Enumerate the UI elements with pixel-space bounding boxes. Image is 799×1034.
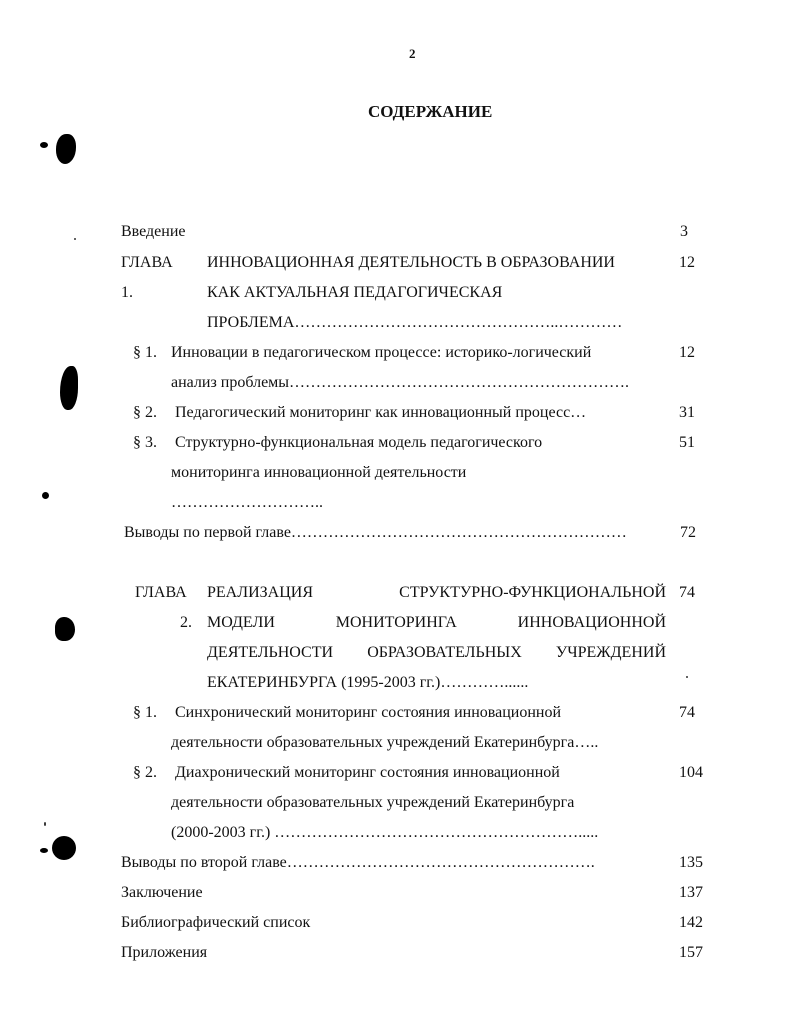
toc-intro-page: 3 [680, 223, 688, 240]
toc-word: ИННОВАЦИОННОЙ [517, 614, 666, 631]
scan-blot [52, 836, 76, 860]
toc-intro-label: Введение [121, 223, 186, 240]
toc-chapter2-label: ГЛАВА [135, 584, 187, 601]
scan-blot [55, 617, 75, 641]
toc-chapter1-title: КАК АКТУАЛЬНАЯ ПЕДАГОГИЧЕСКАЯ [207, 284, 503, 301]
toc-chapter2-title-line [207, 613, 666, 633]
toc-conclusion-page: 137 [679, 884, 703, 901]
toc-word: МОНИТОРИНГА [335, 614, 457, 631]
toc-section-title: Педагогический мониторинг как инновационный процесс… [175, 404, 587, 421]
toc-conclusions2-label: Выводы по второй главе…………………………………………………. [121, 854, 595, 871]
toc-section-title: мониторинга инновационной деятельности [171, 464, 467, 481]
scan-blot [42, 492, 49, 499]
scan-blot [40, 848, 48, 853]
scan-blot [60, 366, 78, 410]
toc-section-title: деятельности образовательных учреждений Екатеринбурга….. [171, 734, 599, 751]
page-number: 2 [409, 46, 416, 61]
toc-conclusions1-page: 72 [680, 524, 696, 541]
toc-section-title: Структурно-функциональная модель педагогического [175, 434, 543, 451]
toc-section-title: анализ проблемы………………………………………………………. [171, 374, 630, 391]
toc-section-title: (2000-2003 гг.) …………………………………………………..... [171, 824, 599, 841]
toc-chapter1-page: 12 [679, 254, 695, 271]
toc-word: ОБРАЗОВАТЕЛЬНЫХ [367, 644, 522, 661]
toc-chapter2-title: ЕКАТЕРИНБУРГА (1995-2003 гг.)…………...... [207, 674, 529, 691]
toc-bibliography-page: 142 [679, 914, 703, 931]
toc-section-number: § 2. [133, 764, 157, 781]
toc-section-title: Синхронический мониторинг состояния инновационной [175, 704, 562, 721]
toc-word: МОДЕЛИ [207, 614, 275, 631]
toc-section-page: 74 [679, 704, 695, 721]
toc-chapter1-title: ПРОБЛЕМА…………………………………………..………… [207, 314, 623, 331]
toc-section-page: 104 [679, 764, 703, 781]
toc-section-page: 51 [679, 434, 695, 451]
toc-chapter2-page: 74 [679, 584, 695, 601]
page-title: СОДЕРЖАНИЕ [368, 102, 493, 121]
toc-word: ДЕЯТЕЛЬНОСТИ [207, 644, 334, 661]
toc-chapter2-title-line [207, 643, 666, 663]
scan-blot [56, 134, 76, 164]
scan-blot [40, 142, 48, 148]
toc-conclusions1-label: Выводы по первой главе……………………………………………………… [124, 524, 627, 541]
toc-section-page: 31 [679, 404, 695, 421]
toc-section-title: Диахронический мониторинг состояния инновационной [175, 764, 560, 781]
toc-section-title: Инновации в педагогическом процессе: историко-логический [171, 344, 592, 361]
toc-section-number: § 1. [133, 344, 157, 361]
toc-word: СТРУКТУРНО-ФУНКЦИОНАЛЬНОЙ [399, 584, 666, 601]
toc-chapter2-number: 2. [180, 614, 192, 631]
toc-section-title: деятельности образовательных учреждений Екатеринбурга [171, 794, 575, 811]
scan-speck [686, 676, 688, 678]
scan-speck [44, 822, 46, 826]
toc-section-page: 12 [679, 344, 695, 361]
scan-speck [74, 238, 76, 240]
toc-chapter2-title-line [207, 583, 666, 603]
toc-chapter1-label: ГЛАВА [121, 254, 173, 271]
toc-bibliography-label: Библиографический список [121, 914, 311, 931]
toc-chapter1-number: 1. [121, 284, 133, 301]
toc-appendices-page: 157 [679, 944, 703, 961]
toc-conclusions2-page: 135 [679, 854, 703, 871]
toc-chapter1-title: ИННОВАЦИОННАЯ ДЕЯТЕЛЬНОСТЬ В ОБРАЗОВАНИИ [207, 254, 615, 271]
toc-word: УЧРЕЖДЕНИЙ [555, 644, 666, 661]
toc-section-number: § 2. [133, 404, 157, 421]
toc-section-number: § 1. [133, 704, 157, 721]
toc-section-title: ……………………….. [171, 494, 323, 511]
toc-section-number: § 3. [133, 434, 157, 451]
toc-appendices-label: Приложения [121, 944, 208, 961]
toc-conclusion-label: Заключение [121, 884, 203, 901]
toc-word: РЕАЛИЗАЦИЯ [207, 584, 313, 601]
